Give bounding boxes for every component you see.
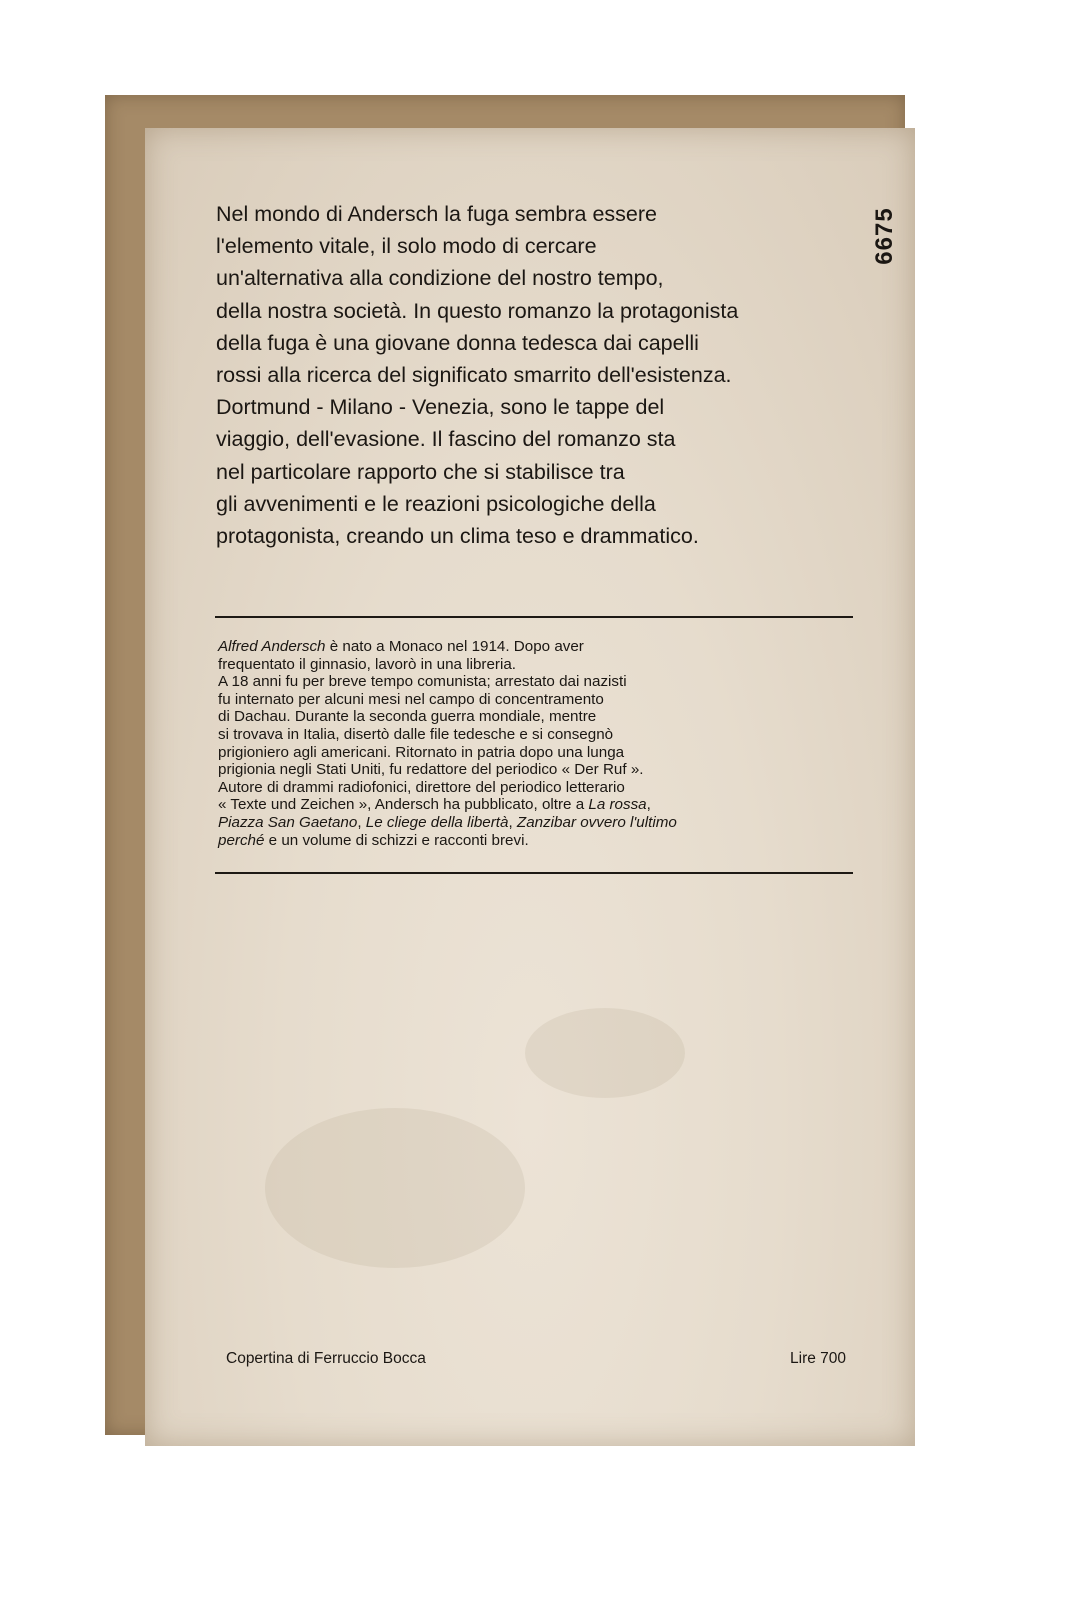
blurb-line: della nostra società. In questo romanzo la protagonista (216, 298, 739, 323)
stain (265, 1108, 525, 1268)
blurb-line: rossi alla ricerca del significato smarrito dell'esistenza. (216, 363, 732, 388)
bio-line (218, 744, 677, 762)
bio-italic-title: Le cliege della libertà (365, 813, 509, 831)
divider-top (215, 616, 853, 618)
bio-line (218, 814, 677, 832)
bio-italic-title: La rossa (588, 796, 647, 814)
catalog-number: 6675 (871, 207, 898, 265)
price: Lire 700 (790, 1350, 847, 1367)
bio-text: e un volume di schizzi e racconti brevi. (264, 831, 529, 849)
bio-italic-title: perché (218, 831, 265, 849)
bio-text: prigionia negli Stati Uniti, fu redattore del periodico « Der Ruf ». (218, 761, 644, 779)
bio-italic-title: Alfred Andersch (218, 638, 326, 655)
bio-line (218, 673, 677, 691)
bio-line (218, 638, 677, 656)
bio-text: di Dachau. Durante la seconda guerra mondiale, mentre (218, 708, 597, 726)
bio-line (218, 656, 677, 674)
bio-line (218, 796, 677, 814)
stain (525, 1008, 685, 1098)
bio-line (218, 832, 677, 850)
author-bio (218, 638, 677, 849)
blurb-line: Dortmund - Milano - Venezia, sono le tappe del (216, 395, 665, 420)
bio-line (218, 761, 677, 779)
bio-text: A 18 anni fu per breve tempo comunista; arrestato dai nazisti (218, 673, 627, 691)
bio-text: si trovava in Italia, disertò dalle file tedesche e si consegnò (218, 725, 614, 743)
blurb-line: protagonista, creando un clima teso e drammatico. (216, 524, 699, 549)
bio-italic-title: Piazza San Gaetano (218, 813, 358, 831)
blurb-line: un'alternativa alla condizione del nostro tempo, (216, 266, 664, 291)
bio-text: è nato a Monaco nel 1914. Dopo aver (325, 638, 584, 655)
blurb-line: l'elemento vitale, il solo modo di cercare (216, 234, 597, 259)
blurb-line: Nel mondo di Andersch la fuga sembra essere (216, 202, 657, 226)
blurb-line: della fuga è una giovane donna tedesca dai capelli (216, 330, 699, 355)
bio-italic-title: Zanzibar ovvero l'ultimo (516, 813, 677, 831)
divider-bottom (215, 872, 853, 874)
bio-text: frequentato il ginnasio, lavorò in una libreria. (218, 655, 517, 673)
bio-line (218, 691, 677, 709)
bio-text: , (357, 813, 366, 831)
blurb-line: gli avvenimenti e le reazioni psicologiche della (216, 491, 656, 516)
bio-line (218, 779, 677, 797)
bio-line (218, 726, 677, 744)
bio-text: fu internato per alcuni mesi nel campo di concentramento (218, 690, 604, 708)
bio-text: prigioniero agli americani. Ritornato in patria dopo una lunga (218, 743, 625, 761)
blurb-line: viaggio, dell'evasione. Il fascino del romanzo sta (216, 427, 676, 452)
cover-credit: Copertina di Ferruccio Bocca (226, 1350, 426, 1367)
bio-text: Autore di drammi radiofonici, direttore del periodico letterario (218, 778, 625, 796)
bio-text: « Texte und Zeichen », Andersch ha pubblicato, oltre a (218, 796, 589, 814)
bio-text: , (646, 796, 651, 814)
bio-text: , (508, 813, 517, 831)
blurb-line: nel particolare rapporto che si stabilisce tra (216, 459, 625, 484)
bio-line (218, 708, 677, 726)
blurb-text (216, 198, 876, 552)
